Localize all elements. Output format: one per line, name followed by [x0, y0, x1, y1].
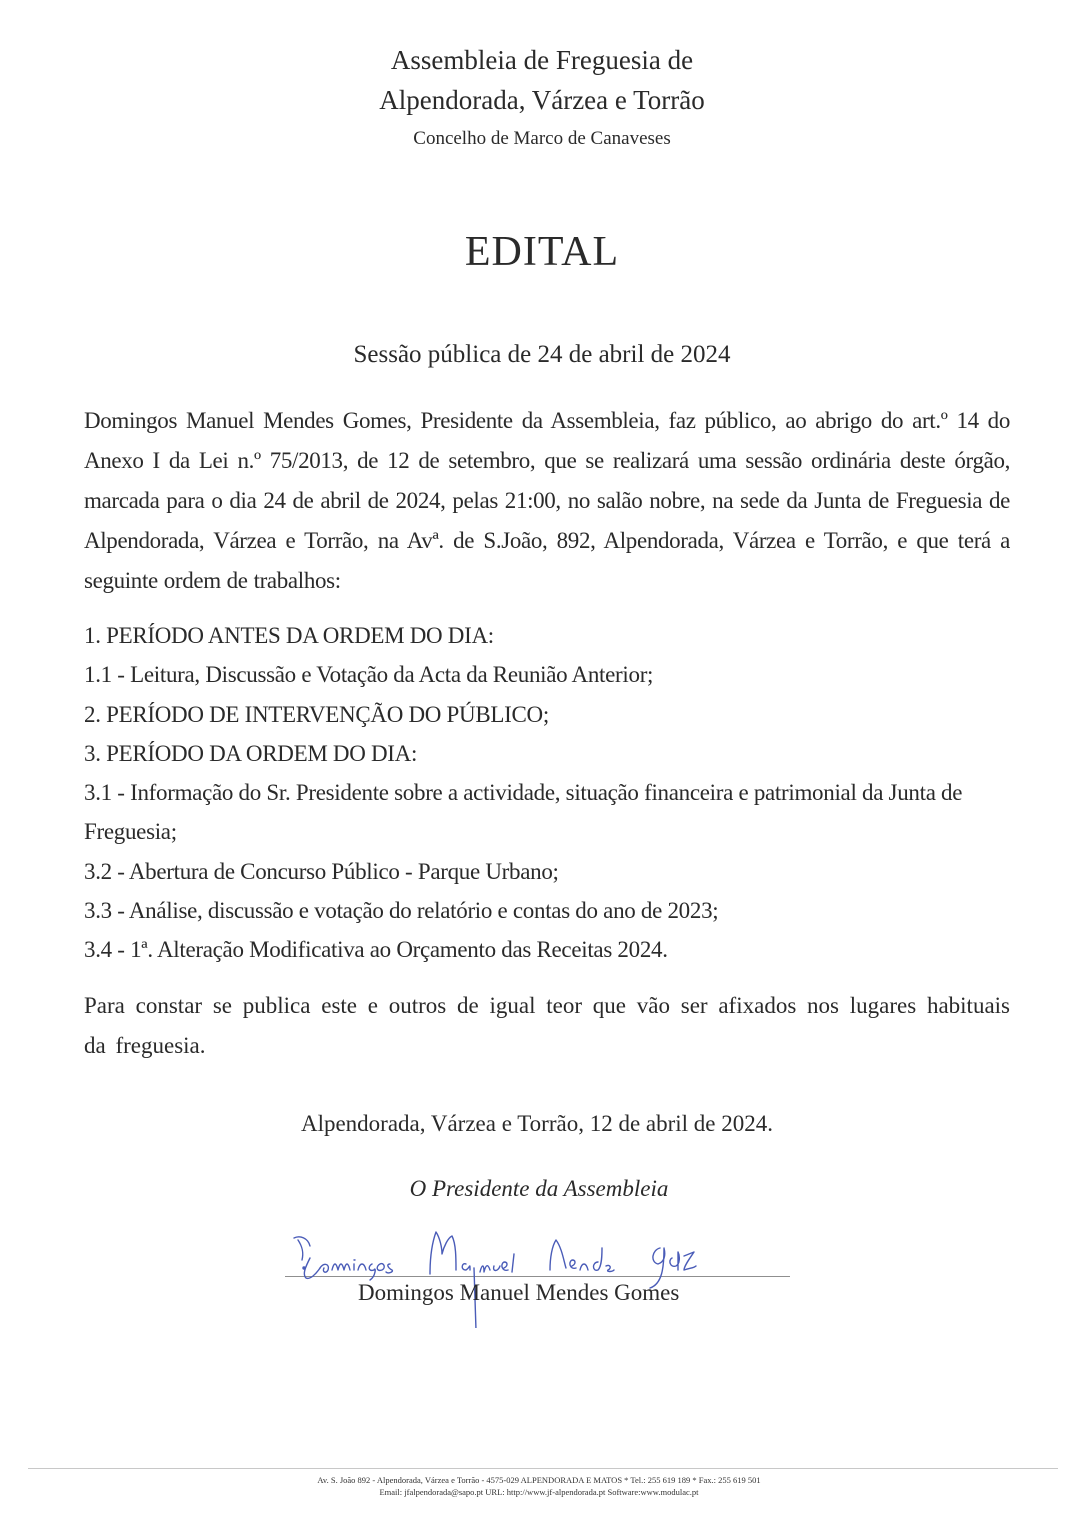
signatory-name: Domingos Manuel Mendes Gomes	[358, 1280, 680, 1305]
session-heading: Sessão pública de 24 de abril de 2024	[353, 341, 731, 368]
signatory-role: O Presidente da Assembleia	[409, 1176, 669, 1201]
footer-divider	[28, 1468, 1058, 1469]
header-assembly-name: Assembleia de Freguesia de	[390, 45, 694, 75]
footer-address: Av. S. João 892 - Alpendorada, Várzea e Torrão - 4575-029 ALPENDORADA E MATOS * Tel.: 255 619 189 * Fax.: 255 619 501	[317, 1475, 761, 1485]
agenda-item: 3.2 - Abertura de Concurso Público - Parque Urbano;	[84, 858, 559, 884]
header-parish-name: Alpendorada, Várzea e Torrão	[379, 85, 705, 115]
footer-contacts: Email: jfalpendorada@sapo.pt URL: http://www.jf-alpendorada.pt Software:www.modulac.pt	[379, 1487, 699, 1497]
closing-paragraph: Para constar se publica este e outros de igual teor que vão ser afixados nos lugares habituais da freguesia.	[84, 993, 1010, 1058]
handwritten-signature	[280, 1218, 720, 1328]
agenda-item: 1. PERÍODO ANTES DA ORDEM DO DIA:	[84, 623, 494, 648]
place-date: Alpendorada, Várzea e Torrão, 12 de abril de 2024.	[300, 1111, 774, 1136]
intro-paragraph: Domingos Manuel Mendes Gomes, Presidente da Assembleia, faz público, ao abrigo do art.º 14 do Anexo I da Lei n.º 75/2013, de 12 de setembro, que se realizará uma sessão ordinária deste órgão, marcada para o dia 24 de abril de 2024, pelas 21:00, no salão nobre, na sede da Junta de Freguesia de Alpendorada, Várzea e Torrão, na Avª. de S.João, 892, Alpendorada, Várzea e Torrão, e que terá a seguinte ordem de trabalhos:	[84, 408, 1010, 593]
agenda-item: 3.3 - Análise, discussão e votação do relatório e contas do ano de 2023;	[84, 898, 719, 924]
agenda-item: 3. PERÍODO DA ORDEM DO DIA:	[84, 740, 418, 766]
header-municipality: Concelho de Marco de Canaveses	[413, 128, 671, 149]
document-title: EDITAL	[464, 229, 620, 275]
agenda-list	[84, 616, 1010, 970]
agenda-item: 1.1 - Leitura, Discussão e Votação da Acta da Reunião Anterior;	[84, 662, 654, 688]
agenda-item: 3.1 - Informação do Sr. Presidente sobre a actividade, situação financeira e patrimonial da Junta de Freguesia;	[84, 780, 963, 845]
agenda-item: 3.4 - 1ª. Alteração Modificativa ao Orçamento das Receitas 2024.	[84, 937, 668, 963]
agenda-item: 2. PERÍODO DE INTERVENÇÃO DO PÚBLICO;	[84, 701, 549, 727]
